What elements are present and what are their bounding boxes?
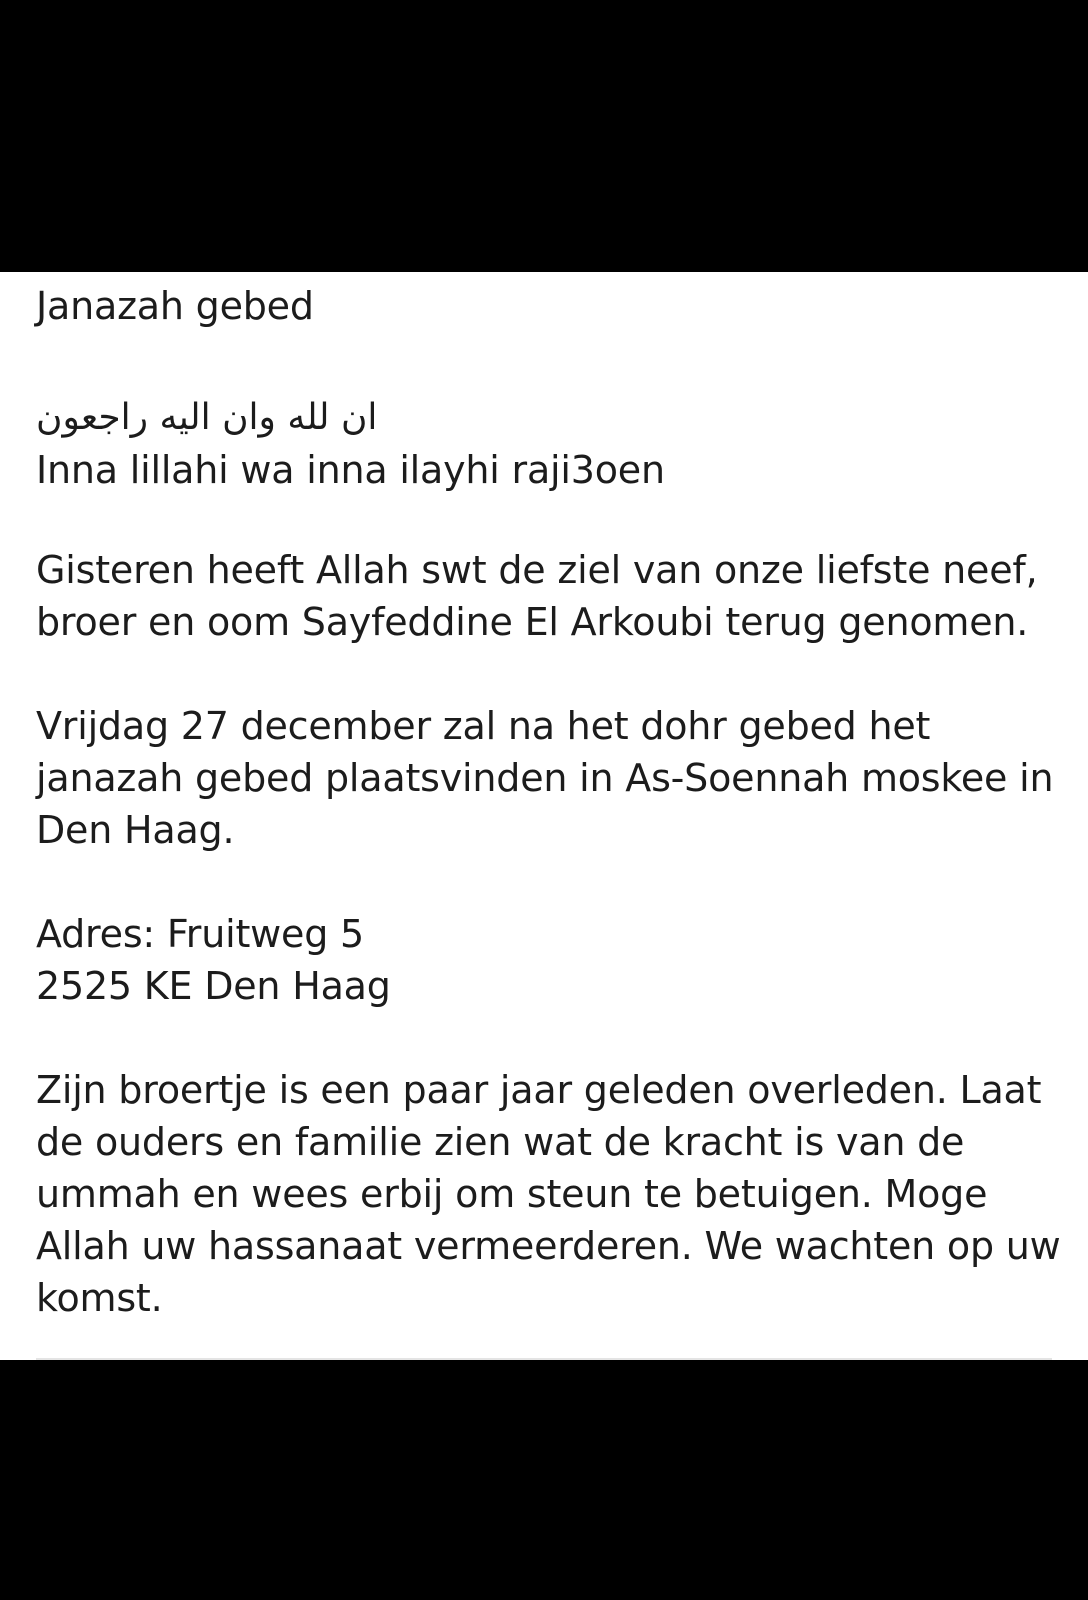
prayer-info-line: Vrijdag 27 december zal na het dohr gebed het xyxy=(36,704,931,748)
condolence-paragraph xyxy=(36,392,665,496)
address-city: 2525 KE Den Haag xyxy=(36,964,391,1008)
appeal-line: Allah uw hassanaat vermeerderen. We wachten op uw xyxy=(36,1224,1061,1268)
appeal-line: ummah en wees erbij om steun te betuigen. Moge xyxy=(36,1172,988,1216)
prayer-info-line: janazah gebed plaatsvinden in As-Soennah moskee in xyxy=(36,756,1054,800)
post-card xyxy=(0,272,1088,1360)
appeal-line: Zijn broertje is een paar jaar geleden overleden. Laat xyxy=(36,1068,1042,1112)
death-notice-paragraph xyxy=(36,544,1037,648)
prayer-info-paragraph xyxy=(36,700,1053,856)
appeal-line: de ouders en familie zien wat de kracht is van de xyxy=(36,1120,965,1164)
arabic-verse: ان لله وان اليه راجعون xyxy=(36,397,378,438)
address-paragraph xyxy=(36,908,391,1012)
verse-transliteration: Inna lillahi wa inna ilayhi raji3oen xyxy=(36,448,665,492)
divider xyxy=(36,1358,1052,1360)
prayer-info-line: Den Haag. xyxy=(36,808,235,852)
post-title: Janazah gebed xyxy=(36,284,314,328)
death-notice-line: Gisteren heeft Allah swt de ziel van onze liefste neef, xyxy=(36,548,1038,592)
address-street: Adres: Fruitweg 5 xyxy=(36,912,364,956)
death-notice-line: broer en oom Sayfeddine El Arkoubi terug genomen. xyxy=(36,600,1029,644)
appeal-paragraph xyxy=(36,1064,1061,1324)
appeal-line: komst. xyxy=(36,1276,163,1320)
